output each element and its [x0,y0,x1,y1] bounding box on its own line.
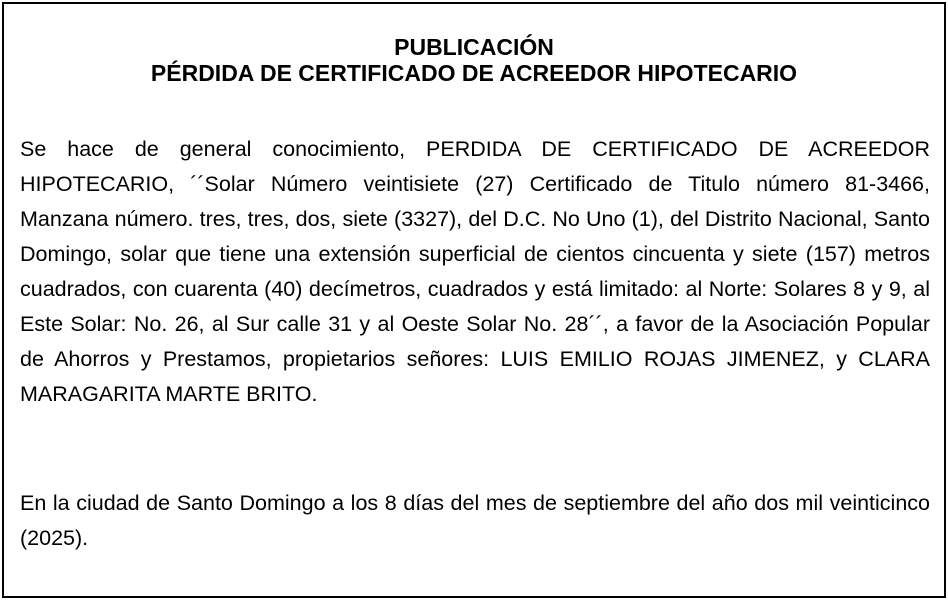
notice-date-paragraph: En la ciudad de Santo Domingo a los 8 días del mes de septiembre del año dos mil veinticinco (2025). [20,491,930,550]
notice-title: PUBLICACIÓN [394,34,554,60]
notice-body-paragraph: Se hace de general conocimiento, PERDIDA DE CERTIFICADO DE ACREEDOR HIPOTECARIO, ´´Solar Número veintisiete (27) Certificado de Titulo número 81-3466, Manzana número. tres, tres, dos, siete (3327), del D.C. No Uno (1), del Distrito Nacional, Santo Domingo, solar que tiene una extensión superficial de cientos cincuenta y siete (157) metros cuadrados, con cuarenta (40) decímetros, cuadrados y está limitado: al Norte: Solares 8 y 9, al Este Solar: No. 26, al Sur calle 31 y al Oeste Solar No. 28´´, a favor de la Asociación Popular de Ahorros y Prestamos, propietarios señores: LUIS EMILIO ROJAS JIMENEZ, y CLARA MARAGARITA MARTE BRITO. [20,137,930,406]
notice-frame [2,2,946,598]
notice-subtitle: PÉRDIDA DE CERTIFICADO DE ACREEDOR HIPOTECARIO [150,60,798,86]
notice-heading [4,34,944,86]
